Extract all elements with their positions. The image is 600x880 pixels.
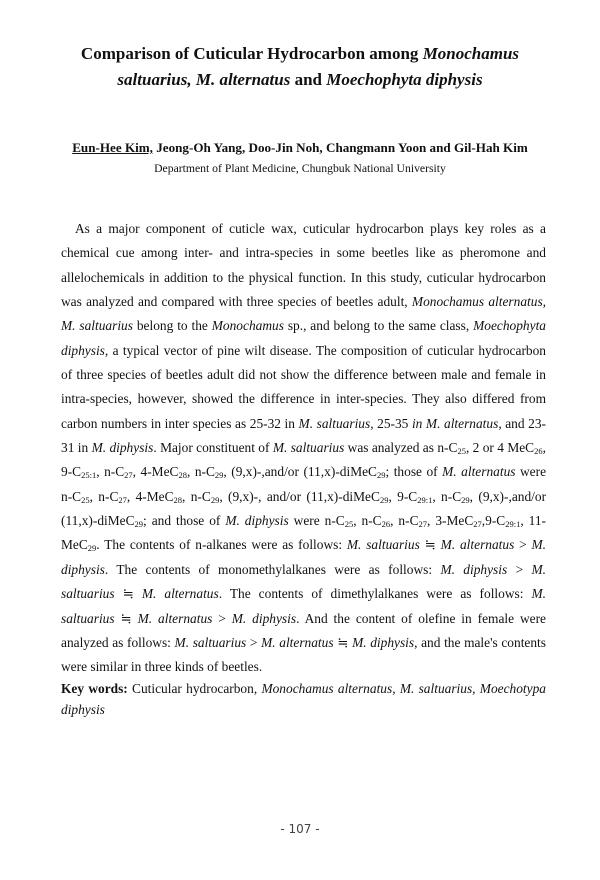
abstract-text: ≒ (114, 610, 138, 626)
abstract-text: , n-C (89, 488, 119, 504)
carbon-subscript: 29 (376, 470, 386, 481)
page-number: - 107 - (280, 822, 320, 836)
species-name: Monochamus alternatus, M. saltuarius (61, 294, 546, 334)
title-species: Monochamus (422, 44, 520, 63)
abstract-text: , n-C (96, 464, 125, 480)
carbon-subscript: 29:1 (417, 494, 433, 505)
abstract-text: , (9,x)-,and/or (11,x)-diMeC (61, 488, 547, 529)
keywords-species: Monochamus alternatus, M. saltuarius, Moechotypa diphysis (61, 681, 546, 717)
abstract-text: ; and those of (143, 513, 226, 529)
species-name: M. alternatus (442, 464, 516, 480)
abstract-text: ≒ (333, 634, 353, 650)
abstract-text: . The contents of monomethylalkanes were as follows: (104, 561, 441, 577)
abstract-text: sp., and belong to the same class, (283, 318, 474, 334)
abstract-body (61, 217, 546, 680)
species-name: M. saltuarius (272, 440, 345, 456)
species-name: M. diphysis (91, 440, 154, 456)
species-name: M. saltuarius (61, 561, 546, 602)
carbon-subscript: 28 (178, 470, 187, 481)
carbon-subscript: 27 (124, 470, 133, 481)
species-name: M. saltuarius (346, 537, 420, 553)
title-text: Comparison of Cuticular Hydrocarbon among (80, 44, 423, 63)
carbon-subscript: 27 (473, 519, 482, 530)
species-name: M. diphysis (231, 610, 297, 626)
abstract-text: , 25-35 (370, 415, 412, 431)
carbon-subscript: 29 (134, 519, 144, 530)
abstract-text: , 4-MeC (132, 464, 179, 480)
carbon-subscript: 25 (81, 494, 90, 505)
species-name: Moechophyta diphysis (61, 318, 546, 358)
carbon-subscript: 25 (344, 519, 354, 530)
author-list (40, 139, 560, 156)
abstract-text: , and 23-31 in (61, 415, 546, 456)
abstract-text: , and the male's contents were similar in three kinds of beetles. (61, 634, 546, 675)
abstract-text: , 3-MeC (427, 513, 474, 529)
abstract-text: , n-C (186, 464, 215, 480)
species-name: Monochamus (211, 318, 284, 334)
abstract-text: , 11-MeC (61, 513, 547, 553)
presenting-author: Eun-Hee Kim, (72, 140, 153, 155)
paper-title-line-2 (40, 67, 560, 93)
abstract-text: , n-C (353, 513, 382, 529)
abstract-text: , 4-MeC (126, 488, 174, 504)
species-name: M. alternatus (261, 634, 334, 650)
species-name: M. diphysis (225, 513, 289, 529)
abstract-text: > (514, 537, 532, 553)
carbon-subscript: 25 (457, 446, 466, 457)
abstract-text: ≒ (419, 537, 441, 553)
abstract-text: > (507, 561, 532, 577)
abstract-text: . The contents of dimethylalkanes were as follows: (218, 586, 532, 602)
abstract-text: , 9-C (61, 440, 546, 480)
species-name: M. saltuarius (298, 415, 371, 431)
species-name: M. alternatus (440, 537, 515, 553)
carbon-subscript: 29 (210, 494, 220, 505)
abstract-text: , (9,x)-, and/or (11,x)-diMeC (219, 488, 380, 504)
species-name: in M. alternatus (411, 415, 499, 431)
abstract-text: belong to the (132, 318, 212, 334)
species-name: M. saltuarius (174, 634, 247, 650)
carbon-subscript: 26 (381, 519, 391, 530)
species-name: M. diphysis (61, 537, 547, 577)
abstract-text: , n-C (390, 513, 419, 529)
carbon-subscript: 29 (379, 494, 389, 505)
carbon-subscript: 29 (461, 494, 470, 505)
species-name: M. saltuarius (61, 586, 546, 626)
title-text: and (290, 70, 327, 89)
abstract-text: ; those of (385, 464, 443, 480)
carbon-subscript: 25:1 (81, 470, 97, 481)
abstract-text: , 9-C (388, 488, 418, 504)
keywords-label: Key words: (61, 681, 128, 696)
carbon-subscript: 26 (534, 446, 543, 457)
abstract-text: . The contents of n-alkanes were as follows: (96, 537, 347, 553)
carbon-subscript: 29:1 (505, 519, 521, 530)
keywords (61, 678, 546, 720)
abstract-text: , (9,x)-,and/or (11,x)-diMeC (223, 464, 377, 480)
carbon-subscript: 29 (214, 470, 224, 481)
species-name: M. diphysis (352, 634, 415, 650)
species-name: M. alternatus (137, 610, 213, 626)
abstract-text: were n-C (288, 513, 345, 529)
abstract-text: > (212, 610, 232, 626)
carbon-subscript: 27 (418, 519, 428, 530)
species-name: M. alternatus (141, 586, 219, 602)
title-species: Moechophyta diphysis (326, 70, 483, 89)
carbon-subscript: 28 (173, 494, 183, 505)
paper-title-line-1 (40, 41, 560, 67)
carbon-subscript: 27 (118, 494, 127, 505)
abstract-text: > (246, 634, 262, 650)
species-name: M. diphysis (440, 561, 508, 577)
title-species: saltuarius, M. alternatus (117, 70, 291, 89)
abstract-text: , a typical vector of pine wilt disease. The composition of cuticular hydrocarbon of three species of beetles adult did not show the difference between male and female in intra-species, however, showed the difference in inter-species. They also differed from carbon numbers in inter species as 25-32 in (61, 342, 546, 431)
co-authors: Jeong-Oh Yang, Doo-Jin Noh, Changmann Yoon and Gil-Hah Kim (152, 140, 528, 155)
abstract-text: , n-C (182, 488, 211, 504)
affiliation: Department of Plant Medicine, Chungbuk National University (154, 162, 446, 175)
abstract-text: . Major constituent of (153, 440, 273, 456)
carbon-subscript: 29 (87, 543, 97, 554)
abstract-text: . And the content of olefine in female were analyzed as follows: (61, 610, 546, 650)
abstract-text: , 2 or 4 MeC (465, 440, 535, 456)
abstract-text: was analyzed as n-C (344, 440, 458, 456)
abstract-text: As a major component of cuticle wax, cuticular hydrocarbon plays key roles as a chemical cue among inter- and intra-species in some beetles like as pheromone and allelochemicals in addition to the physical function. In this study, cuticular hydrocarbon was analyzed and compared with three species of beetles adult, (61, 221, 546, 310)
abstract-text: ,9-C (481, 513, 506, 529)
abstract-text: were n-C (61, 464, 547, 504)
abstract-text: ≒ (114, 586, 142, 602)
keywords-text: Cuticular hydrocarbon, (127, 681, 262, 696)
abstract-text: , n-C (432, 488, 462, 504)
